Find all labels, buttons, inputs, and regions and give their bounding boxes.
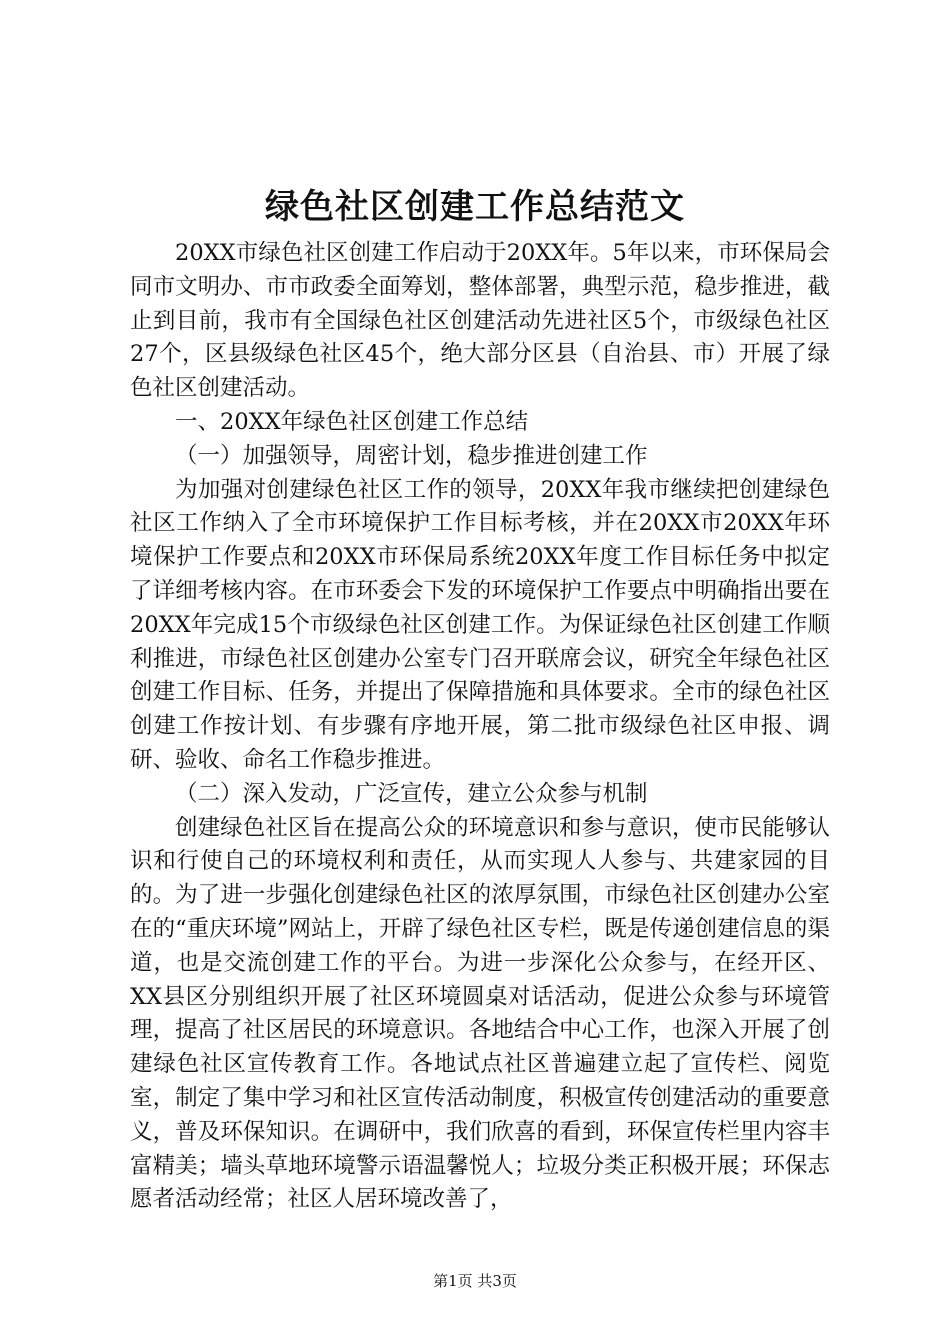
- paragraph-intro: 20XX市绿色社区创建工作启动于20XX年。5年以来，市环保局会同市文明办、市市政委全面筹划，整体部署，典型示范，稳步推进，截止到目前，我市有全国绿色社区创建活动先进社区5个，市级绿色社区27个，区县级绿色社区45个，绝大部分区县（自治县、市）开展了绿色社区创建活动。: [130, 240, 830, 402]
- paragraph-publicity: 创建绿色社区旨在提高公众的环境意识和参与意识，使市民能够认识和行使自己的环境权利和责任，从而实现人人参与、共建家园的目的。为了进一步强化创建绿色社区的浓厚氛围，市绿色社区创建办公室在的“重庆环境”网站上，开辟了绿色社区专栏，既是传递创建信息的渠道，也是交流创建工作的平台。为进一步深化公众参与，在经开区、XX县区分别组织开展了社区环境圆桌对话活动，促进公众参与环境管理，提高了社区居民的环境意识。各地结合中心工作，也深入开展了创建绿色社区宣传教育工作。各地试点社区普遍建立起了宣传栏、阅览室，制定了集中学习和社区宣传活动制度，积极宣传创建活动的重要意义，普及环保知识。在调研中，我们欣喜的看到，环保宣传栏里内容丰富精美；墙头草地环境警示语温馨悦人；垃圾分类正积极开展；环保志愿者活动经常；社区人居环境改善了，: [130, 814, 830, 1213]
- page-footer: 第1页 共3页: [433, 1272, 517, 1290]
- subsection-heading-1: （一）加强领导，周密计划，稳步推进创建工作: [175, 442, 648, 469]
- document-title: 绿色社区创建工作总结范文: [265, 187, 685, 227]
- document-body: [130, 237, 830, 1217]
- paragraph-leadership: 为加强对创建绿色社区工作的领导，20XX年我市继续把创建绿色社区工作纳入了全市环境保护工作目标考核，并在20XX市20XX年环境保护工作要点和20XX市环保局系统20XX年度工作目标任务中拟定了详细考核内容。在市环委会下发的环境保护工作要点中明确指出要在20XX年完成15个市级绿色社区创建工作。为保证绿色社区创建工作顺利推进，市绿色社区创建办公室专门召开联席会议，研究全年绿色社区创建工作目标、任务，并提出了保障措施和具体要求。全市的绿色社区创建工作按计划、有步骤有序地开展，第二批市级绿色社区申报、调研、验收、命名工作稳步推进。: [130, 476, 830, 773]
- subsection-heading-2: （二）深入发动，广泛宣传，建立公众参与机制: [175, 780, 648, 807]
- section-heading-1: 一、20XX年绿色社区创建工作总结: [175, 408, 529, 435]
